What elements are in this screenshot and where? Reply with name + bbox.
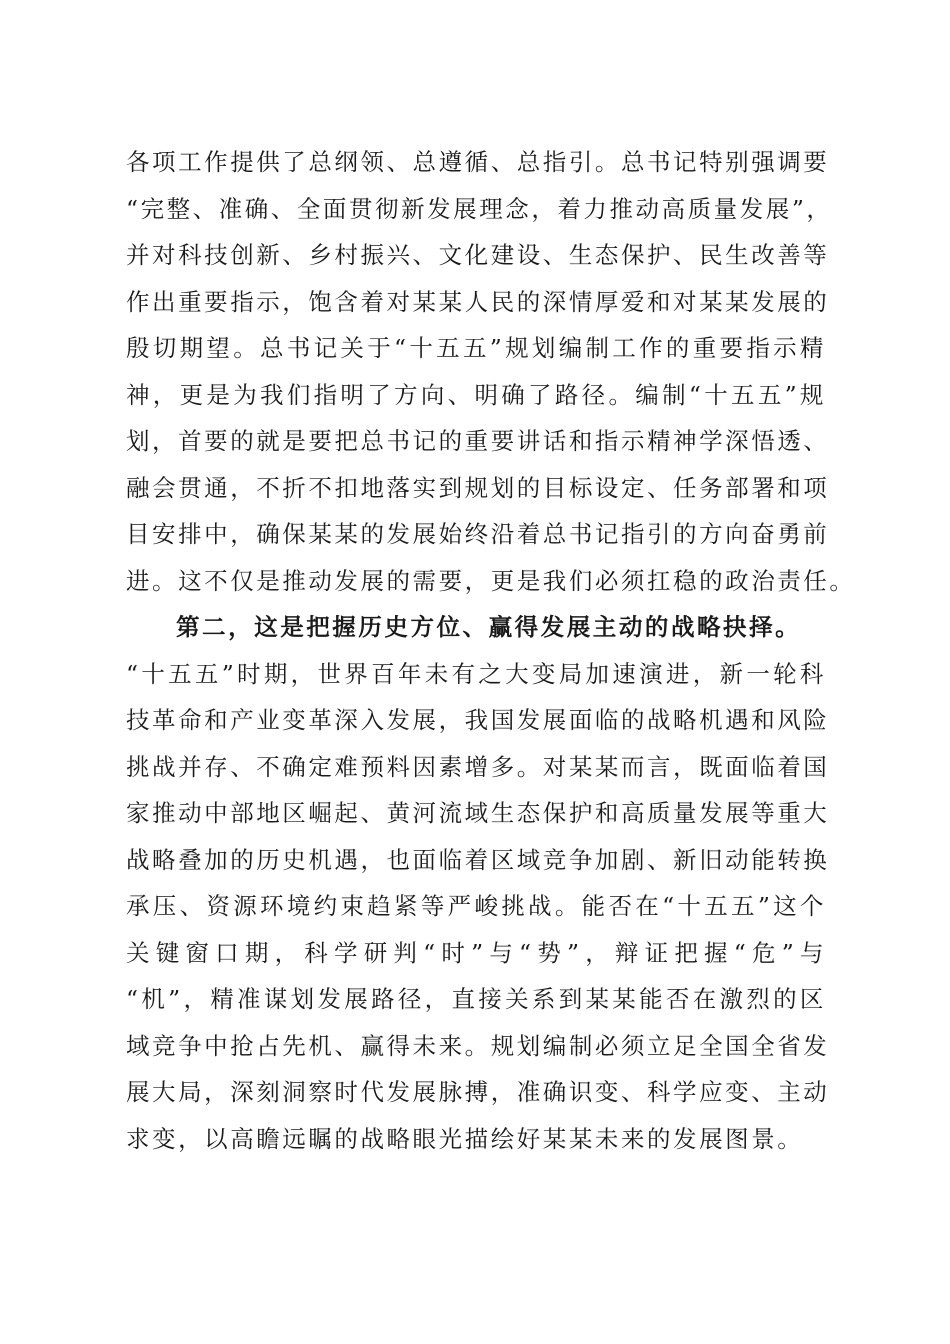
text-line: 家推动中部地区崛起、黄河流域生态保护和高质量发展等重大: [126, 799, 830, 827]
text-line: 展大局，深刻洞察时代发展脉搏，准确识变、科学应变、主动: [126, 1078, 830, 1106]
paragraph-heading: [126, 604, 826, 651]
paragraph-second: [126, 604, 830, 1162]
document-body: [126, 139, 856, 1162]
text-line: 战略叠加的历史机遇，也面临着区域竞争加剧、新旧动能转换: [126, 845, 830, 874]
text-line: “十五五”时期，世界百年未有之大变局加速演进，新一轮科: [126, 659, 826, 688]
text-line: 各项工作提供了总纲领、总遵循、总指引。总书记特别强调要: [126, 148, 830, 176]
text-line: 域竞争中抢占先机、赢得未来。规划编制必须立足全国全省发: [126, 1031, 830, 1060]
text-line: 融会贯通，不折不扣地落实到规划的目标设定、任务部署和项: [126, 473, 830, 502]
heading-text: 第二，这是把握历史方位、赢得发展主动的战略抉择。: [176, 613, 802, 641]
text-line: 承压、资源环境约束趋紧等严峻挑战。能否在“十五五”这个: [126, 892, 826, 920]
text-line: 并对科技创新、乡村振兴、文化建设、生态保护、民生改善等: [126, 241, 830, 269]
text-line: “机”，精准谋划发展路径，直接关系到某某能否在激烈的区: [126, 985, 826, 1013]
text-line: 殷切期望。总书记关于“十五五”规划编制工作的重要指示精: [126, 334, 826, 362]
text-line: 求变，以高瞻远瞩的战略眼光描绘好某某未来的发展图景。: [126, 1124, 804, 1153]
text-line: “完整、准确、全面贯彻新发展理念，着力推动高质量发展”，: [126, 194, 833, 223]
text-line: 作出重要指示，饱含着对某某人民的深情厚爱和对某某发展的: [126, 287, 830, 316]
text-line: 挑战并存、不确定难预料因素增多。对某某而言，既面临着国: [126, 752, 830, 781]
text-line: 进。这不仅是推动发展的需要，更是我们必须扛稳的政治责任。: [126, 566, 856, 595]
text-line: 神，更是为我们指明了方向、明确了路径。编制“十五五”规: [126, 380, 826, 409]
paragraph-continued: [126, 139, 856, 604]
text-line: 关键窗口期，科学研判“时”与“势”，辩证把握“危”与: [126, 938, 826, 967]
text-line: 目安排中，确保某某的发展始终沿着总书记指引的方向奋勇前: [126, 520, 830, 548]
text-line: 划，首要的就是要把总书记的重要讲话和指示精神学深悟透、: [126, 427, 830, 455]
text-line: 技革命和产业变革深入发展，我国发展面临的战略机遇和风险: [126, 706, 830, 734]
